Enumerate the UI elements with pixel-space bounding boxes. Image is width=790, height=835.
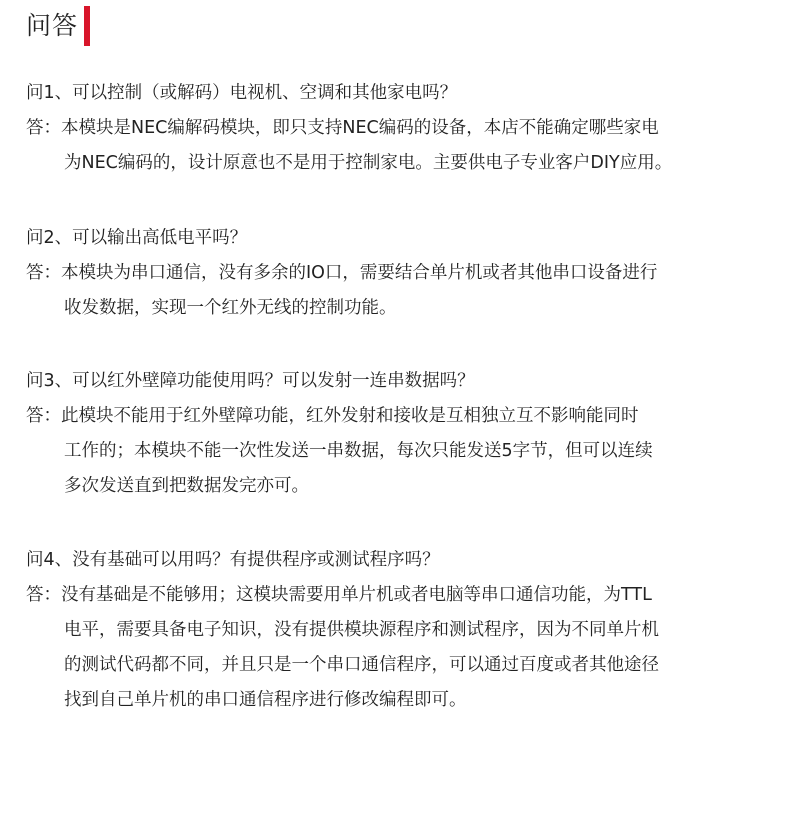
faq-answer-line: 答：此模块不能用于红外壁障功能，红外发射和接收是互相独立互不影响能同时 <box>26 406 639 426</box>
title-accent-bar <box>84 6 90 46</box>
faq-question: 问1、可以控制（或解码）电视机、空调和其他家电吗？ <box>26 83 458 103</box>
faq-question: 问4、没有基础可以用吗？有提供程序或测试程序吗？ <box>26 550 440 570</box>
faq-answer-line: 答：本模块是NEC编解码模块，即只支持NEC编码的设备，本店不能确定哪些家电 <box>26 118 659 138</box>
page-title: 问答 <box>26 11 79 40</box>
faq-answer <box>26 401 786 506</box>
faq-item-1 <box>26 78 786 183</box>
faq-answer-line: 为NEC编码的，设计原意也不是用于控制家电。主要供电子专业客户DIY应用。 <box>64 153 673 173</box>
faq-answer-line: 答：本模块为串口通信，没有多余的IO口，需要结合单片机或者其他串口设备进行 <box>26 263 658 283</box>
page-header <box>26 6 90 46</box>
faq-answer-line: 答：没有基础是不能够用；这模块需要用单片机或者电脑等串口通信功能，为TTL <box>26 585 652 605</box>
faq-item-4 <box>26 545 786 720</box>
faq-answer-line: 收发数据，实现一个红外无线的控制功能。 <box>64 298 397 318</box>
faq-answer <box>26 258 786 328</box>
faq-answer <box>26 580 786 720</box>
faq-question: 问2、可以输出高低电平吗？ <box>26 228 248 248</box>
faq-answer-line: 电平，需要具备电子知识，没有提供模块源程序和测试程序，因为不同单片机 <box>64 620 659 640</box>
faq-item-2 <box>26 223 786 328</box>
faq-answer <box>26 113 786 183</box>
faq-item-3 <box>26 366 786 506</box>
faq-answer-line: 找到自己单片机的串口通信程序进行修改编程即可。 <box>64 690 467 710</box>
faq-answer-line: 多次发送直到把数据发完亦可。 <box>64 476 309 496</box>
faq-answer-line: 的测试代码都不同，并且只是一个串口通信程序，可以通过百度或者其他途径 <box>64 655 659 675</box>
faq-answer-line: 工作的；本模块不能一次性发送一串数据，每次只能发送5字节，但可以连续 <box>64 441 653 461</box>
faq-question: 问3、可以红外壁障功能使用吗？可以发射一连串数据吗？ <box>26 371 475 391</box>
